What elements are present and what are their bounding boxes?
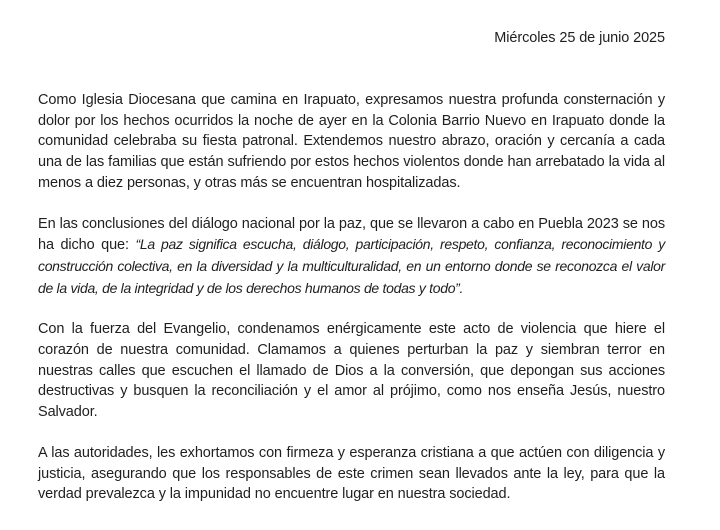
document-date: Miércoles 25 de junio 2025 bbox=[494, 30, 665, 46]
peace-quote-text: “La paz significa escucha, diálogo, participación, respeto, confianza, reconocimiento y construcción colectiva, en la diversidad y la multiculturalidad, en un entorno donde se reconozca el valor de la vida, de la integridad y de los derechos humanos de todas y todo”. bbox=[38, 236, 666, 296]
paragraph-dialogue-quote bbox=[38, 214, 665, 300]
paragraph-authorities: A las autoridades, les exhortamos con firmeza y esperanza cristiana a que actúen con diligencia y justicia, asegurando que los responsables de este crimen sean llevados ante la ley, para que la verdad prevalezca y la impunidad no encuentre lugar en nuestra sociedad. bbox=[38, 444, 665, 503]
paragraph-condolences: Como Iglesia Diocesana que camina en Irapuato, expresamos nuestra profunda consternación y dolor por los hechos ocurridos la noche de ayer en la Colonia Barrio Nuevo en Irapuato donde la comunidad celebraba su fiesta patronal. Extendemos nuestro abrazo, oración y cercanía a cada una de las familias que están sufriendo por estos hechos violentos donde han arrebatado la vida al menos a diez personas, y otras más se encuentran hospitalizadas. bbox=[38, 92, 665, 191]
paragraph-condemnation: Con la fuerza del Evangelio, condenamos enérgicamente este acto de violencia que hiere el corazón de nuestra comunidad. Clamamos a quienes perturban la paz y siembran terror en nuestras calles que escuchen el llamado de Dios a la conversión, que depongan sus acciones destructivas y busquen la reconciliación y el amor al prójimo, como nos enseña Jesús, nuestro Salvador. bbox=[38, 321, 665, 421]
paragraph-dialogue-intro: En las conclusiones del diálogo nacional por la paz, que se llevaron a cabo en Puebla 2023 se nos ha dicho que: bbox=[38, 215, 665, 254]
